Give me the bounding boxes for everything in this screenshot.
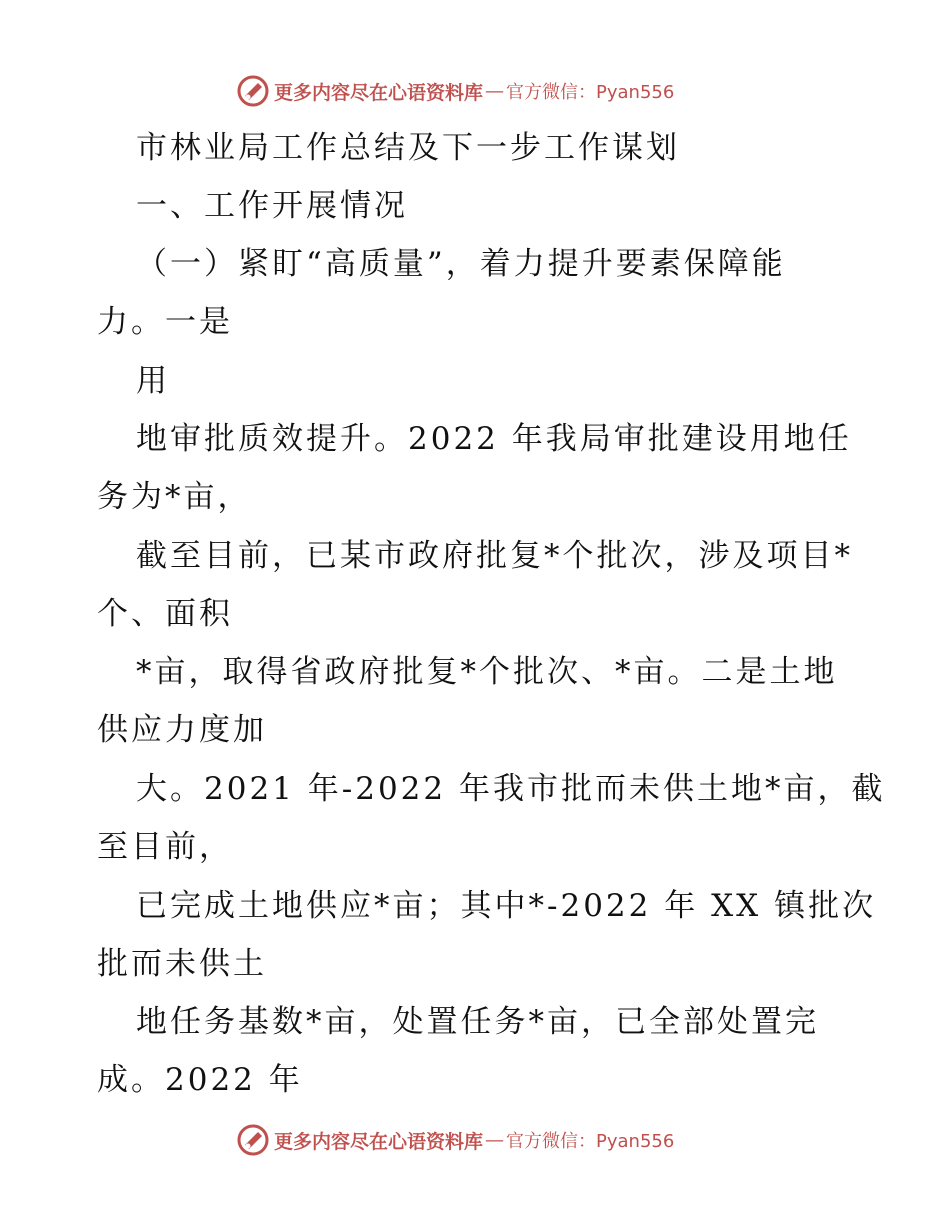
paragraph-line: 个、面积 xyxy=(97,596,233,632)
paragraph-line: 截至目前，已某市政府批复*个批次，涉及项目* xyxy=(136,538,853,574)
watermark-site-name: 更多内容尽在心语资料库 xyxy=(274,81,484,104)
paragraph-line: 大。2021 年-2022 年我市批而未供土地*亩，截 xyxy=(136,771,886,807)
paragraph-line: 务为*亩， xyxy=(97,479,252,515)
section-heading: 一、工作开展情况 xyxy=(136,188,408,224)
paragraph-line: 力。一是 xyxy=(97,304,233,340)
paragraph-line: 已完成土地供应*亩；其中*-2022 年 XX 镇批次 xyxy=(136,888,877,924)
watermark-contact: 官方微信：Pyan556 xyxy=(506,82,675,103)
subsection-heading: （一）紧盯“高质量”，着力提升要素保障能 xyxy=(136,246,786,282)
watermark-separator: — xyxy=(485,80,505,102)
paragraph-line: 批而未供土 xyxy=(97,946,267,982)
watermark-site-name: 更多内容尽在心语资料库 xyxy=(274,1130,484,1153)
paragraph-line: 至目前， xyxy=(97,829,233,865)
brand-logo-icon xyxy=(236,1123,270,1157)
footer-watermark xyxy=(236,1123,674,1157)
paragraph-line: 成。2022 年 xyxy=(97,1062,303,1098)
paragraph-line: 地审批质效提升。2022 年我局审批建设用地任 xyxy=(136,421,852,457)
document-title: 市林业局工作总结及下一步工作谋划 xyxy=(136,130,680,166)
watermark-contact: 官方微信：Pyan556 xyxy=(506,1131,675,1152)
paragraph-line: *亩，取得省政府批复*个批次、*亩。二是土地 xyxy=(136,654,838,690)
watermark-separator: — xyxy=(485,1129,505,1151)
paragraph-line: 用 xyxy=(136,363,170,399)
paragraph-line: 地任务基数*亩，处置任务*亩，已全部处置完 xyxy=(136,1004,819,1040)
paragraph-line: 供应力度加 xyxy=(97,712,267,748)
